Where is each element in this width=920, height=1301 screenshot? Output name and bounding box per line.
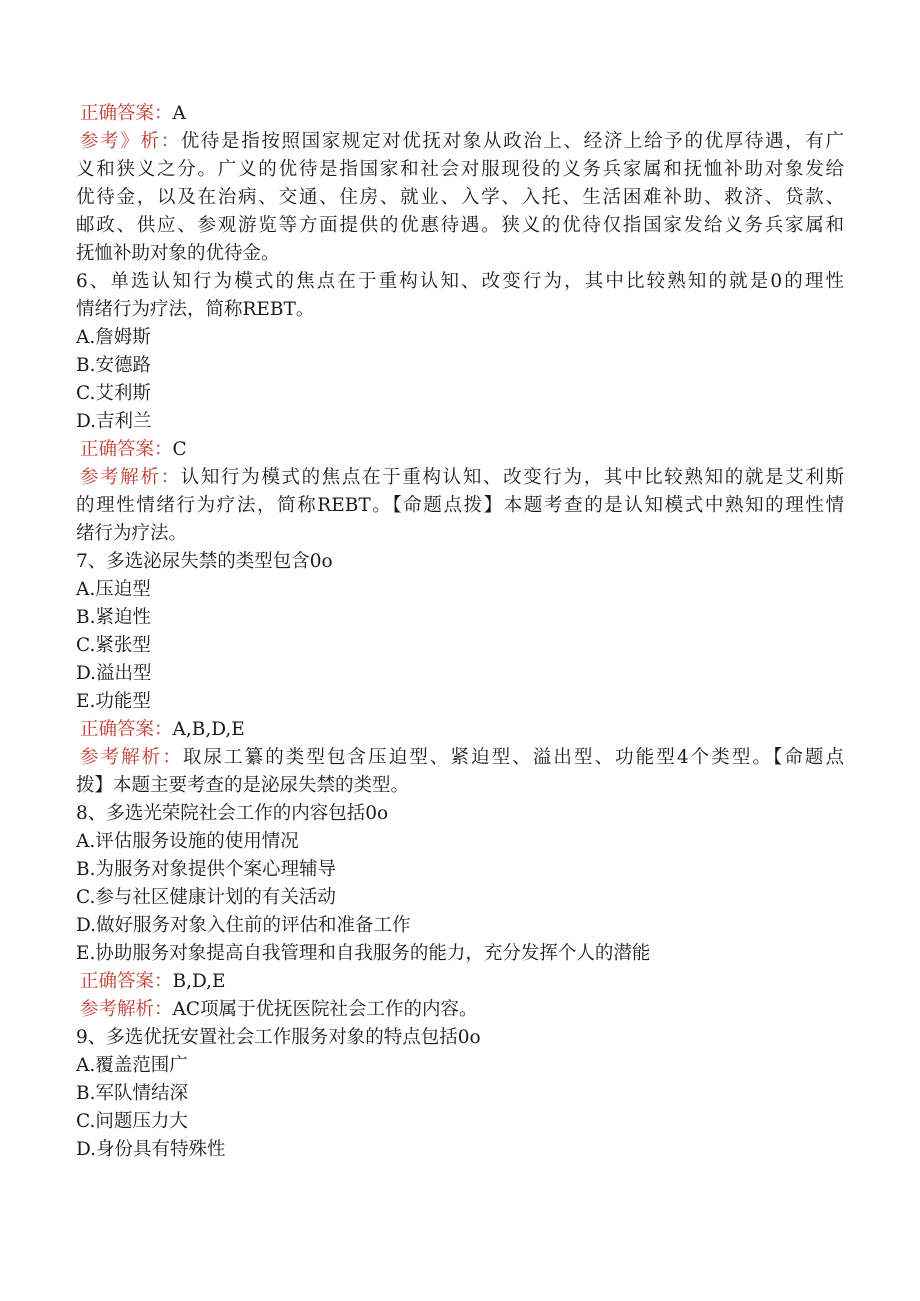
analysis-line: 邮政、供应、参观游览等方面提供的优惠待遇。狭义的优待仅指国家发给义务兵家属和 (76, 215, 844, 236)
option: B.军队情结深 (76, 1083, 188, 1104)
answer-label: 正确答案： (80, 719, 173, 740)
analysis-label: 参考》析： (80, 131, 181, 152)
option: D.身份具有特殊性 (76, 1139, 226, 1160)
answer-label: 正确答案： (80, 439, 173, 460)
answer-value: B,D,E (172, 971, 226, 992)
question-stem: 6、单选认知行为模式的焦点在于重构认知、改变行为，其中比较熟知的就是0的理性 (76, 271, 844, 292)
analysis-line: 优待金，以及在治病、交通、住房、就业、入学、入托、生活困难补助、救济、贷款、 (76, 187, 844, 208)
option: A.压迫型 (76, 579, 151, 600)
option: C.紧张型 (76, 635, 151, 656)
option: B.安德路 (76, 355, 151, 376)
option: A.詹姆斯 (76, 327, 151, 348)
answer-label: 正确答案： (80, 971, 173, 992)
analysis-text: AC项属于优抚医院社会工作的内容。 (172, 999, 478, 1020)
answer-value: A (172, 103, 186, 124)
analysis-line: 绪行为疗法。 (76, 523, 188, 544)
analysis-label: 参考解析： (80, 467, 181, 488)
option: D.做好服务对象入住前的评估和准备工作 (76, 915, 411, 936)
document-page (76, 100, 844, 1164)
answer-line (76, 716, 844, 744)
analysis-line (76, 744, 844, 772)
analysis-line: 义和狭义之分。广义的优待是指国家和社会对服现役的义务兵家属和抚恤补助对象发给 (76, 159, 844, 180)
option: E.协助服务对象提高自我管理和自我服务的能力，充分发挥个人的潜能 (76, 943, 651, 964)
analysis-line (76, 128, 844, 156)
answer-value: A,B,D,E (172, 719, 245, 740)
analysis-line: 抚恤补助对象的优待金。 (76, 243, 280, 264)
option: A.评估服务设施的使用情况 (76, 831, 299, 852)
option: A.覆盖范围广 (76, 1055, 188, 1076)
question-stem: 9、多选优抚安置社会工作服务对象的特点包括0o (76, 1027, 481, 1048)
option: B.为服务对象提供个案心理辅导 (76, 859, 336, 880)
question-stem: 7、多选泌尿失禁的类型包含0o (76, 551, 333, 572)
answer-line (76, 436, 844, 464)
analysis-line (76, 464, 844, 492)
option: C.艾利斯 (76, 383, 151, 404)
analysis-line (76, 996, 844, 1024)
option: C.问题压力大 (76, 1111, 188, 1132)
analysis-text: 认知行为模式的焦点在于重构认知、改变行为，其中比较熟知的就是艾利斯 (180, 467, 844, 488)
option: D.吉利兰 (76, 411, 152, 432)
answer-line (76, 968, 844, 996)
analysis-line: 拨】本题主要考查的是泌尿失禁的类型。 (76, 775, 410, 796)
answer-line (76, 100, 844, 128)
analysis-text: 优待是指按照国家规定对优抚对象从政治上、经济上给予的优厚待遇，有广 (180, 131, 844, 152)
analysis-text: 取尿工纂的类型包含压迫型、紧迫型、溢出型、功能型4个类型。【命题点 (182, 747, 844, 768)
analysis-label: 参考解析： (80, 747, 183, 768)
answer-value: C (172, 439, 187, 460)
analysis-label: 参考解析： (80, 999, 173, 1020)
question-stem: 8、多选光荣院社会工作的内容包括0o (76, 803, 389, 824)
option: B.紧迫性 (76, 607, 151, 628)
analysis-line: 的理性情绪行为疗法，简称REBT。【命题点拨】本题考查的是认知模式中熟知的理性情 (76, 495, 844, 516)
question-stem: 情绪行为疗法，简称REBT。 (76, 299, 315, 320)
option: D.溢出型 (76, 663, 152, 684)
answer-label: 正确答案： (80, 103, 173, 124)
option: E.功能型 (76, 691, 151, 712)
option: C.参与社区健康计划的有关活动 (76, 887, 336, 908)
